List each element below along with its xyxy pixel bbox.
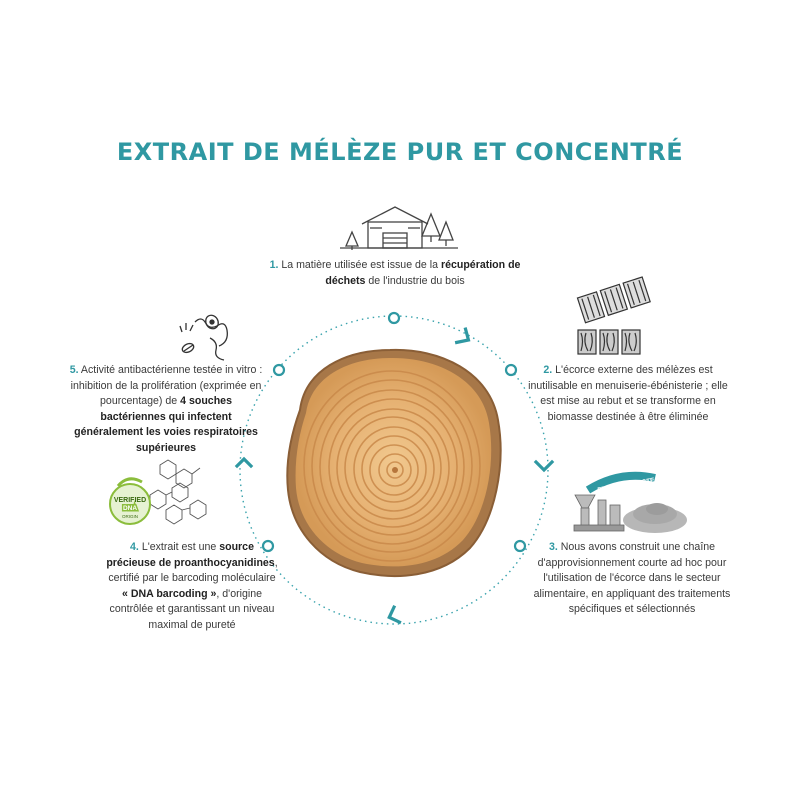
node-5 — [274, 365, 284, 375]
step-3-number: 3. — [548, 541, 558, 553]
cycle-arrow-1 — [457, 329, 473, 347]
step-1-number: 1. — [269, 259, 279, 271]
bark-planks-icon — [577, 277, 650, 354]
cycle-arrow-3 — [387, 607, 400, 625]
step-2-number: 2. — [543, 364, 553, 376]
node-3 — [515, 541, 525, 551]
molecule-icon — [150, 460, 206, 524]
step-2-text: 2. L'écorce externe des mélèzes est inutilisable en menuiserie-ébénisterie ; elle est mise au rebut et se transforme en biomasse destinée à être éliminée — [528, 364, 728, 423]
step-3-text: 3. Nous avons construit une chaîne d'approvisionnement courte ad hoc pour l'utilisation de l'écorce dans le secteur alimentaire, en appliquant des traitements spécifiques et sélectionnés — [533, 541, 731, 615]
wood-slice-image — [287, 350, 500, 576]
page-title: EXTRAIT DE MÉLÈZE PUR ET CONCENTRÉ — [116, 138, 684, 166]
step-5-text: 5. Activité antibactérienne testée in vitro : inhibition de la prolifération (exprimée en pourcentage) de 4 souches bactériennes qui infectent généralement les voies respiratoires supérieures — [69, 364, 263, 454]
cycle-arrow-2 — [536, 462, 552, 470]
bacteria-icon — [180, 313, 227, 360]
factory-powder-icon — [574, 475, 687, 533]
step-4-number: 4. — [130, 541, 139, 553]
step-5-number: 5. — [69, 364, 79, 376]
node-2 — [506, 365, 516, 375]
badge-verified-text: VERIFIED — [113, 497, 147, 504]
step-1-text: 1. La matière utilisée est issue de la récupération de déchets de l'industrie du bois — [269, 259, 521, 287]
badge-origin-text: ORIGIN — [121, 514, 139, 519]
bio-waste-label: FROM BIO-WASTE TO — [597, 475, 666, 494]
node-1 — [389, 313, 399, 323]
cycle-arrow-4 — [237, 459, 251, 466]
sawmill-icon — [340, 207, 458, 250]
badge-dna-text: DNA — [122, 505, 138, 512]
step-4-text: 4. L'extrait est une source précieuse de proanthocyanidines, certifié par le barcoding moléculaire « DNA barcoding », d'origine contrôlée et garantissant un niveau maximal de pureté — [106, 541, 278, 631]
verified-dna-badge — [110, 479, 150, 524]
